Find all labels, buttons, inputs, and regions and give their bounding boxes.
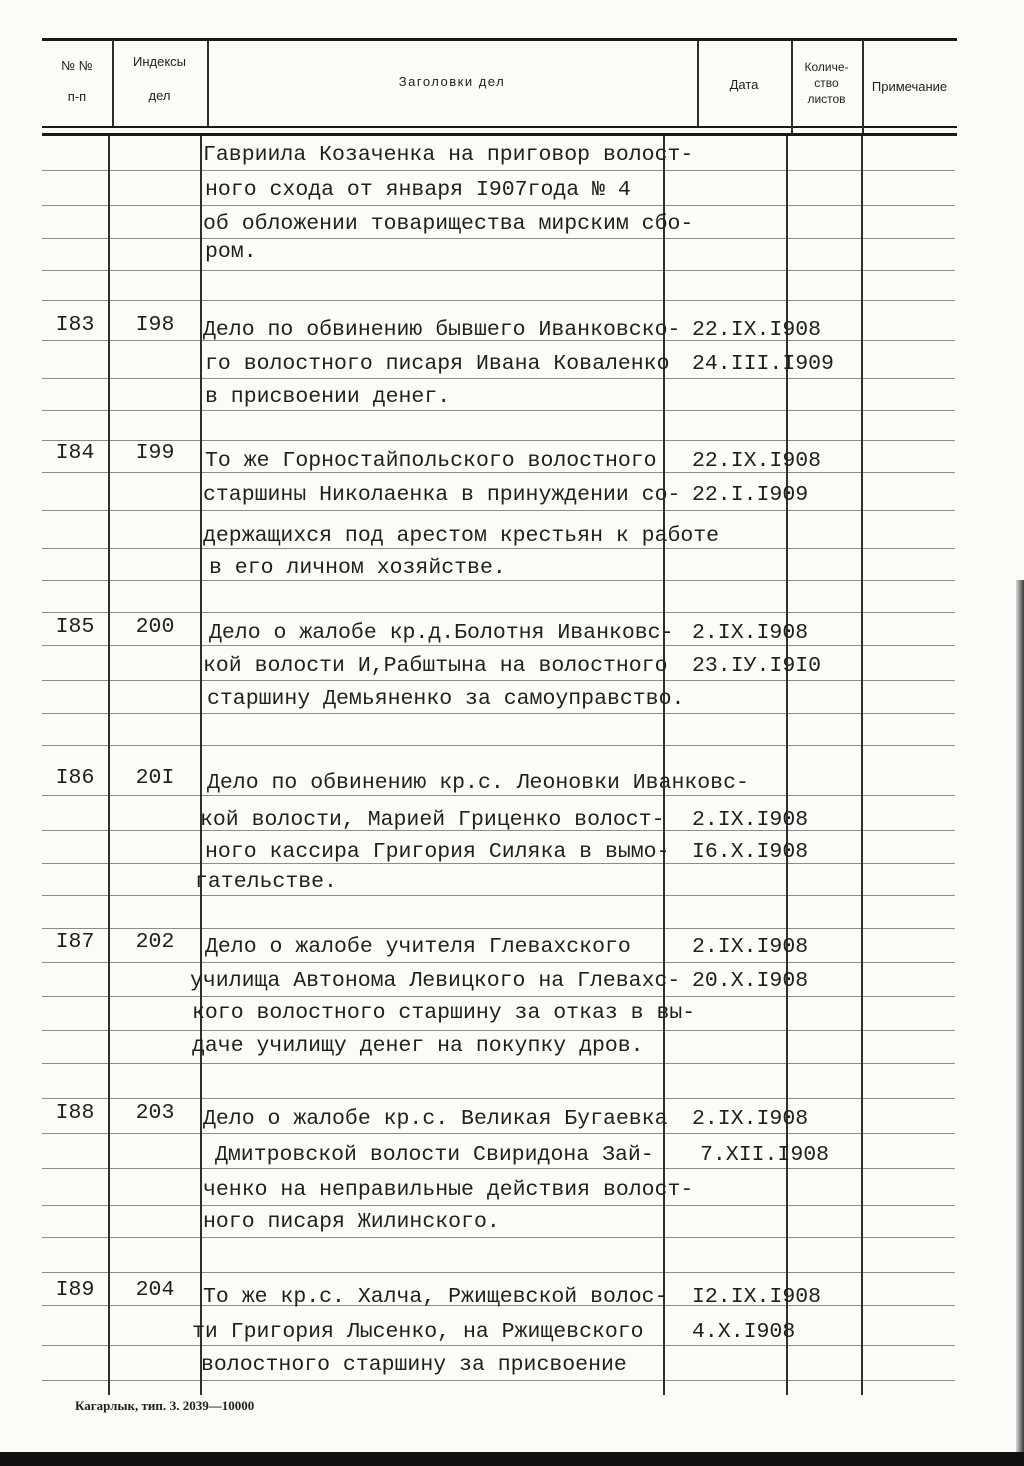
ruled-line — [42, 680, 955, 681]
title-line: Гавриила Козаченка на приговор волост- — [203, 143, 694, 167]
ruled-line — [42, 1063, 955, 1064]
title-line: старшины Николаенка в принуждении со- — [203, 483, 681, 507]
title-line: кого волостного старшину за отказ в вы- — [192, 1001, 696, 1025]
entry-number: I85 — [55, 615, 95, 639]
column-header-number: № № — [61, 58, 93, 73]
entry-date: 22.IX.I908 — [692, 318, 822, 342]
entry-date: 22.IX.I908 — [692, 449, 822, 473]
column-header-number-sub: п-п — [67, 89, 87, 104]
scan-edge-bottom — [0, 1452, 1024, 1466]
scan-edge-right — [1016, 580, 1024, 1452]
entry-date: I2.IX.I908 — [692, 1285, 822, 1309]
entry-date: 2.IX.I908 — [692, 935, 809, 959]
entry-index: 200 — [135, 615, 175, 639]
title-line: Дело по обвинению бывшего Иванковско- — [203, 318, 681, 342]
ruled-line — [42, 205, 955, 206]
header-bottom-border — [42, 126, 957, 128]
title-line: Дело о жалобе кр.с. Великая Бугаевка — [203, 1107, 668, 1131]
column-header-sheets-3: листов — [807, 92, 846, 106]
column-header-index: Индексы — [132, 54, 186, 69]
title-line: Дело о жалобе кр.д.Болотня Иванковс- — [209, 621, 674, 645]
ruled-line — [42, 270, 955, 271]
entry-number: I84 — [55, 441, 95, 465]
entry-number: I89 — [55, 1278, 95, 1302]
ruled-line — [42, 713, 955, 714]
entry-date: 4.X.I908 — [692, 1320, 796, 1344]
entry-date: 20.X.I908 — [692, 969, 809, 993]
ruled-line — [42, 745, 955, 746]
entry-number: I88 — [55, 1101, 95, 1125]
title-line: ного писаря Жилинского. — [203, 1210, 500, 1234]
entry-date: 2.IX.I908 — [692, 808, 809, 832]
title-line: держащихся под арестом крестьян к работе — [203, 524, 720, 548]
ruled-line — [42, 1237, 955, 1238]
ruled-line — [42, 238, 955, 239]
column-header-index-sub: дел — [148, 88, 171, 103]
title-line: го волостного писаря Ивана Коваленко — [205, 352, 670, 376]
title-line: Дело о жалобе учителя Глевахского — [205, 935, 631, 959]
column-header-sheets-2: ство — [814, 76, 839, 90]
body-divider-index-title — [200, 136, 202, 1395]
ruled-line — [42, 510, 955, 511]
ruled-line — [42, 895, 955, 896]
entry-index: 204 — [135, 1278, 175, 1302]
title-line: кой волости И,Рабштына на волостного — [203, 654, 668, 678]
column-header-title: Заголовки дел — [398, 74, 506, 89]
ruled-line — [42, 410, 955, 411]
title-line: училища Автонома Левицкого на Глевахс- — [190, 969, 681, 993]
title-line: в его личном хозяйстве. — [209, 556, 506, 580]
ruled-line — [42, 300, 955, 301]
entry-date: 7.XII.I908 — [700, 1143, 830, 1167]
ruled-line — [42, 378, 955, 379]
title-line: кой волости, Марией Гриценко волост- — [200, 808, 665, 832]
title-line: ченко на неправильные действия волост- — [203, 1178, 694, 1202]
entry-index: I99 — [135, 441, 175, 465]
title-line: Дмитровской волости Свиридона Зай- — [215, 1143, 654, 1167]
column-header-note: Примечание — [871, 79, 948, 94]
title-line: То же Горностайпольского волостного — [205, 449, 657, 473]
title-line: даче училищу денег на покупку дров. — [192, 1034, 644, 1058]
title-line: ти Григория Лысенко, на Ржищевского — [192, 1320, 644, 1344]
ruled-line — [42, 996, 955, 997]
title-line: Дело по обвинению кр.с. Леоновки Иванковс- — [207, 771, 749, 795]
entry-date: 24.III.I909 — [692, 352, 834, 376]
entry-index: 203 — [135, 1101, 175, 1125]
entry-date: 22.I.I909 — [692, 483, 809, 507]
entry-date: I6.X.I908 — [692, 840, 809, 864]
entry-number: I86 — [55, 766, 95, 790]
title-line: волостного старшину за присвоение — [201, 1353, 627, 1377]
entry-index: I98 — [135, 313, 175, 337]
header-bottom-border-double — [42, 133, 957, 136]
column-header-date: Дата — [729, 77, 759, 92]
ruled-line — [42, 1272, 955, 1273]
title-line: ром. — [205, 240, 257, 264]
printer-imprint: Кагарлык, тип. З. 2039—10000 — [75, 1398, 255, 1413]
entry-number: I83 — [55, 313, 95, 337]
entry-index: 20I — [135, 766, 175, 790]
title-line: гательстве. — [195, 870, 337, 894]
title-line: старшину Демьяненко за самоуправство. — [207, 687, 685, 711]
body-divider-sheets-note — [861, 136, 863, 1395]
header-top-border — [42, 38, 957, 41]
title-line: об обложении товарищества мирским сбо- — [203, 212, 694, 236]
entry-date: 23.IУ.I9I0 — [692, 654, 822, 678]
ruled-line — [42, 962, 955, 963]
title-line: ного схода от января I907года № 4 — [205, 178, 631, 202]
entry-index: 202 — [135, 930, 175, 954]
title-line: ного кассира Григория Силяка в вымо- — [205, 840, 670, 864]
entry-date: 2.IX.I908 — [692, 1107, 809, 1131]
ruled-line — [42, 1030, 955, 1031]
title-line: в присвоении денег. — [205, 385, 451, 409]
ruled-line — [42, 1380, 955, 1381]
entry-number: I87 — [55, 930, 95, 954]
ruled-line — [42, 1133, 955, 1134]
ruled-line — [42, 170, 955, 171]
title-line: То же кр.с. Халча, Ржищевской волос- — [203, 1285, 668, 1309]
entry-date: 2.IX.I908 — [692, 621, 809, 645]
ruled-line — [42, 1205, 955, 1206]
column-header-sheets-1: Количе- — [804, 60, 849, 74]
